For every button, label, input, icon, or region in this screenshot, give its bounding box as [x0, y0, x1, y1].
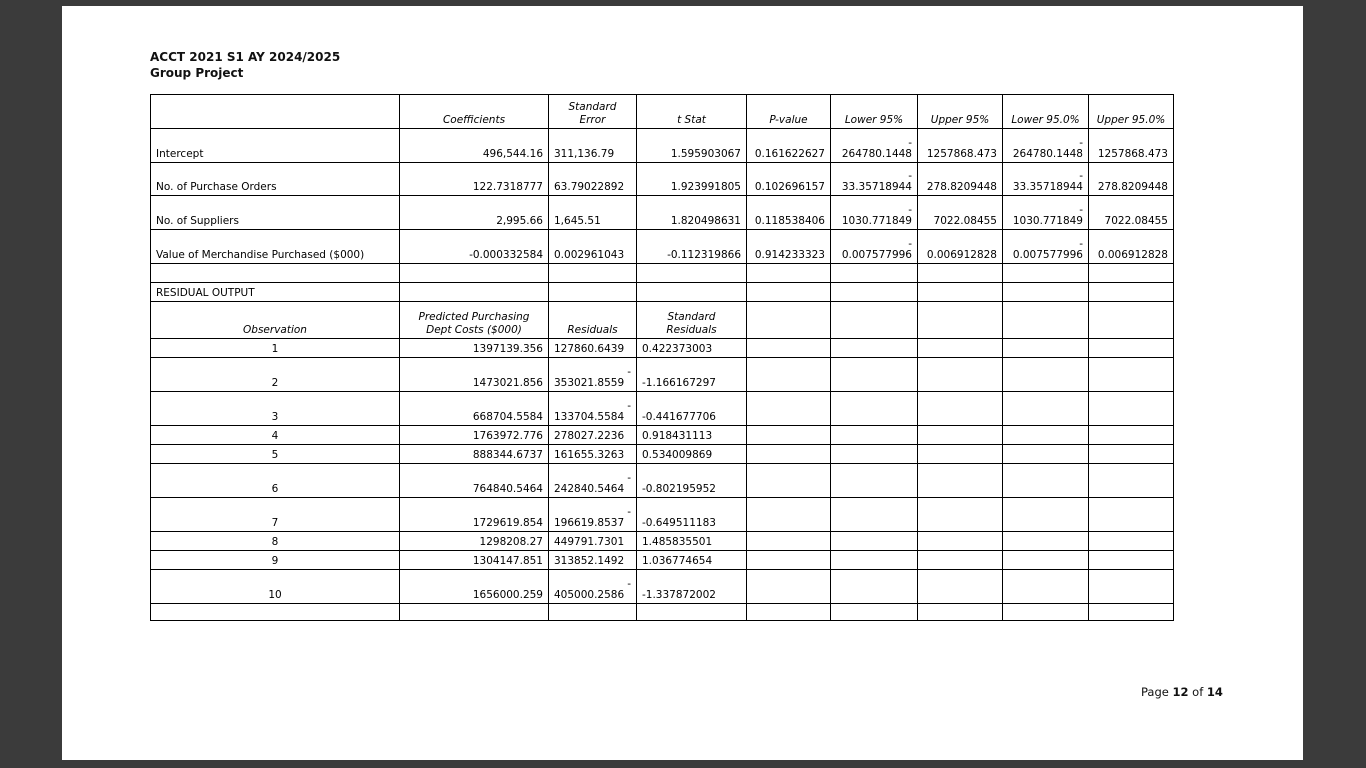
col-lower-95: Lower 95% [831, 95, 918, 129]
table-row [151, 445, 1174, 464]
observation-cell: 4 [151, 426, 400, 445]
current-page: 12 [1172, 685, 1189, 699]
col-coefficients: Coefficients [400, 95, 549, 129]
negative-dash: - [908, 137, 912, 149]
col-predicted: Predicted Purchasing Dept Costs ($000) [400, 302, 549, 339]
lower950-cell: - 264780.1448 [1003, 129, 1089, 163]
std-error-cell: 1,645.51 [549, 196, 637, 230]
t-stat-cell: -0.112319866 [637, 230, 747, 264]
project-subtitle: Group Project [150, 66, 244, 80]
negative-dash: - [627, 366, 631, 378]
coefficient-cell: 122.7318777 [400, 163, 549, 196]
upper95-cell: 7022.08455 [918, 196, 1003, 230]
upper95-cell: 0.006912828 [918, 230, 1003, 264]
table-row [151, 392, 1174, 426]
std-residual-cell: 0.422373003 [637, 339, 747, 358]
observation-cell: 6 [151, 464, 400, 498]
upper950-cell: 0.006912828 [1089, 230, 1174, 264]
col-p-value: P-value [747, 95, 831, 129]
lower950-cell: - 0.007577996 [1003, 230, 1089, 264]
table-row [151, 358, 1174, 392]
residual-cell: 278027.2236 [549, 426, 637, 445]
col-upper-95: Upper 95% [918, 95, 1003, 129]
blank-row [151, 264, 1174, 283]
table-row [151, 230, 1174, 264]
predicted-cell: 668704.5584 [400, 392, 549, 426]
table-row [151, 498, 1174, 532]
predicted-cell: 1298208.27 [400, 532, 549, 551]
observation-cell: 7 [151, 498, 400, 532]
t-stat-cell: 1.820498631 [637, 196, 747, 230]
row-label: Value of Merchandise Purchased ($000) [151, 230, 400, 264]
predicted-cell: 764840.5464 [400, 464, 549, 498]
row-label: No. of Suppliers [151, 196, 400, 230]
table-row [151, 196, 1174, 230]
negative-dash: - [627, 472, 631, 484]
coefficient-cell: -0.000332584 [400, 230, 549, 264]
std-residual-cell: -0.441677706 [637, 392, 747, 426]
p-value-cell: 0.118538406 [747, 196, 831, 230]
observation-cell: 2 [151, 358, 400, 392]
col-lower-95-0: Lower 95.0% [1003, 95, 1089, 129]
observation-cell: 1 [151, 339, 400, 358]
negative-dash: - [627, 578, 631, 590]
std-residual-cell: 1.485835501 [637, 532, 747, 551]
predicted-cell: 1304147.851 [400, 551, 549, 570]
table-row [151, 339, 1174, 358]
residual-output-title: RESIDUAL OUTPUT [151, 283, 400, 302]
table-row [151, 532, 1174, 551]
lower95-cell: - 33.35718944 [831, 163, 918, 196]
course-title: ACCT 2021 S1 AY 2024/2025 [150, 50, 341, 64]
residual-cell: - 196619.8537 [549, 498, 637, 532]
residual-cell: 161655.3263 [549, 445, 637, 464]
regression-table [150, 94, 1174, 621]
observation-cell: 8 [151, 532, 400, 551]
lower950-cell: - 33.35718944 [1003, 163, 1089, 196]
p-value-cell: 0.102696157 [747, 163, 831, 196]
col-residuals: Residuals [549, 302, 637, 339]
t-stat-cell: 1.595903067 [637, 129, 747, 163]
std-error-cell: 311,136.79 [549, 129, 637, 163]
coefficient-cell: 2,995.66 [400, 196, 549, 230]
coefficient-cell: 496,544.16 [400, 129, 549, 163]
std-error-cell: 63.79022892 [549, 163, 637, 196]
document-page [62, 6, 1303, 760]
residual-cell: - 353021.8559 [549, 358, 637, 392]
std-residual-cell: 0.534009869 [637, 445, 747, 464]
observation-cell: 10 [151, 570, 400, 604]
residual-cell: 313852.1492 [549, 551, 637, 570]
lower95-cell: - 264780.1448 [831, 129, 918, 163]
negative-dash: - [908, 204, 912, 216]
upper950-cell: 7022.08455 [1089, 196, 1174, 230]
std-residual-cell: 1.036774654 [637, 551, 747, 570]
predicted-cell: 1763972.776 [400, 426, 549, 445]
col-t-stat: t Stat [637, 95, 747, 129]
col-upper-95-0: Upper 95.0% [1089, 95, 1174, 129]
negative-dash: - [1079, 170, 1083, 182]
row-label: Intercept [151, 129, 400, 163]
lower95-cell: - 1030.771849 [831, 196, 918, 230]
lower950-cell: - 1030.771849 [1003, 196, 1089, 230]
col-observation: Observation [151, 302, 400, 339]
std-residual-cell: -1.337872002 [637, 570, 747, 604]
upper95-cell: 278.8209448 [918, 163, 1003, 196]
std-error-cell: 0.002961043 [549, 230, 637, 264]
total-pages: 14 [1206, 685, 1223, 699]
negative-dash: - [908, 238, 912, 250]
observation-cell: 9 [151, 551, 400, 570]
std-residual-cell: -1.166167297 [637, 358, 747, 392]
residual-cell: - 405000.2586 [549, 570, 637, 604]
observation-cell: 5 [151, 445, 400, 464]
upper950-cell: 278.8209448 [1089, 163, 1174, 196]
p-value-cell: 0.161622627 [747, 129, 831, 163]
residual-cell: - 242840.5464 [549, 464, 637, 498]
std-residual-cell: 0.918431113 [637, 426, 747, 445]
document-header [150, 49, 340, 81]
negative-dash: - [1079, 204, 1083, 216]
std-residual-cell: -0.649511183 [637, 498, 747, 532]
negative-dash: - [627, 506, 631, 518]
negative-dash: - [627, 400, 631, 412]
negative-dash: - [1079, 238, 1083, 250]
residual-header-row [151, 302, 1174, 339]
col-standard-error: Standard Error [549, 95, 637, 129]
lower95-cell: - 0.007577996 [831, 230, 918, 264]
table-row [151, 464, 1174, 498]
observation-cell: 3 [151, 392, 400, 426]
t-stat-cell: 1.923991805 [637, 163, 747, 196]
predicted-cell: 1473021.856 [400, 358, 549, 392]
page-number: Page 12 of 14 [1141, 685, 1223, 699]
predicted-cell: 888344.6737 [400, 445, 549, 464]
residual-cell: 449791.7301 [549, 532, 637, 551]
negative-dash: - [1079, 137, 1083, 149]
table-row [151, 551, 1174, 570]
predicted-cell: 1729619.854 [400, 498, 549, 532]
col-standard-residuals: Standard Residuals [637, 302, 747, 339]
upper950-cell: 1257868.473 [1089, 129, 1174, 163]
blank-row [151, 604, 1174, 621]
p-value-cell: 0.914233323 [747, 230, 831, 264]
table-row [151, 163, 1174, 196]
upper95-cell: 1257868.473 [918, 129, 1003, 163]
residual-title-row [151, 283, 1174, 302]
residual-cell: 127860.6439 [549, 339, 637, 358]
regression-header-row [151, 95, 1174, 129]
table-row [151, 570, 1174, 604]
predicted-cell: 1656000.259 [400, 570, 549, 604]
std-residual-cell: -0.802195952 [637, 464, 747, 498]
row-label: No. of Purchase Orders [151, 163, 400, 196]
table-row [151, 129, 1174, 163]
table-row [151, 426, 1174, 445]
residual-cell: - 133704.5584 [549, 392, 637, 426]
negative-dash: - [908, 170, 912, 182]
predicted-cell: 1397139.356 [400, 339, 549, 358]
